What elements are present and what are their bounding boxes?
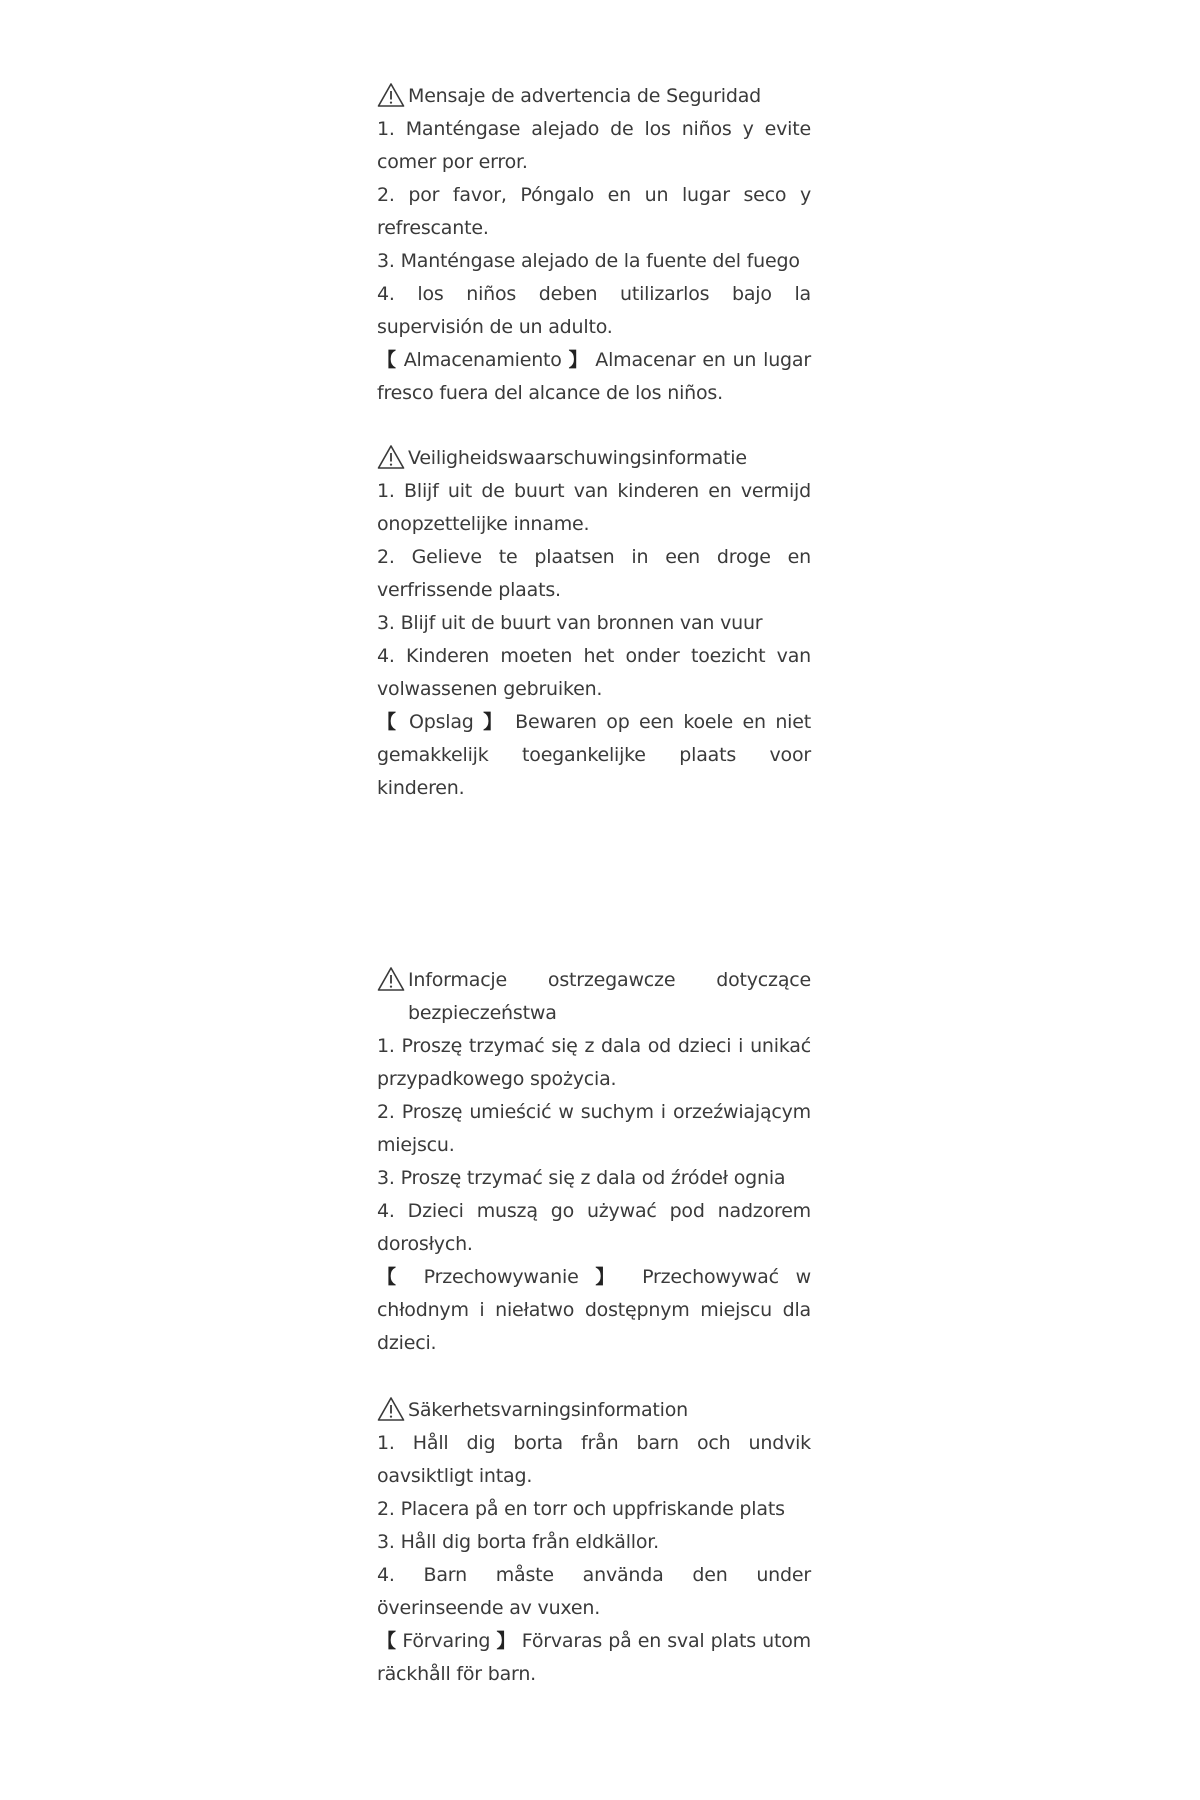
- storage-instruction: [377, 706, 811, 805]
- storage-bracket-open: 【: [377, 1630, 397, 1652]
- warning-item-3: 3. Manténgase alejado de la fuente del fuego: [377, 250, 800, 272]
- warning-item-2: 2. Gelieve te plaatsen in een droge en verfrissende plaats.: [377, 546, 811, 601]
- warning-item-2: 2. Proszę umieścić w suchym i orzeźwiającym miejscu.: [377, 1101, 811, 1156]
- storage-bracket-close: 】: [483, 711, 506, 733]
- storage-instruction: [377, 1625, 811, 1691]
- section-title: Säkerhetsvarningsinformation: [408, 1399, 689, 1421]
- warning-item-3: 3. Proszę trzymać się z dala od źródeł ognia: [377, 1167, 786, 1189]
- warning-triangle-icon: [377, 966, 405, 992]
- warning-triangle-icon: [377, 444, 405, 470]
- storage-bracket-close: 】: [568, 349, 589, 371]
- storage-bracket-close: 】: [595, 1266, 626, 1288]
- section-polish: [377, 964, 811, 1360]
- storage-bracket-open: 【: [377, 349, 397, 371]
- section-dutch: [377, 442, 811, 805]
- storage-label: Przechowywanie: [423, 1266, 579, 1288]
- section-heading: [377, 80, 811, 113]
- section-swedish: [377, 1394, 811, 1691]
- section-heading: [377, 964, 811, 1030]
- warning-item-1: 1. Proszę trzymać się z dala od dzieci i unikać przypadkowego spożycia.: [377, 1035, 811, 1090]
- warning-item-2: 2. Placera på en torr och uppfriskande plats: [377, 1498, 785, 1520]
- warning-item-4: 4. los niños deben utilizarlos bajo la supervisión de un adulto.: [377, 283, 811, 338]
- warning-item-4: 4. Dzieci muszą go używać pod nadzorem dorosłych.: [377, 1200, 811, 1255]
- section-title: Mensaje de advertencia de Seguridad: [408, 85, 761, 107]
- warning-item-2: 2. por favor, Póngalo en un lugar seco y refrescante.: [377, 184, 811, 239]
- warning-triangle-icon: [377, 1396, 405, 1422]
- warning-item-1: 1. Manténgase alejado de los niños y evite comer por error.: [377, 118, 811, 173]
- storage-bracket-open: 【: [377, 1266, 407, 1288]
- warning-item-3: 3. Blijf uit de buurt van bronnen van vuur: [377, 612, 763, 634]
- warning-item-3: 3. Håll dig borta från eldkällor.: [377, 1531, 660, 1553]
- section-heading: [377, 442, 811, 475]
- storage-label: Almacenamiento: [403, 349, 562, 371]
- warning-item-4: 4. Barn måste använda den under överinseende av vuxen.: [377, 1564, 811, 1619]
- storage-text: Almacenar en un lugar fresco fuera del alcance de los niños.: [377, 349, 811, 404]
- storage-bracket-open: 【: [377, 711, 400, 733]
- storage-instruction: [377, 1261, 811, 1360]
- storage-bracket-close: 】: [496, 1630, 516, 1652]
- storage-label: Förvaring: [402, 1630, 491, 1652]
- warning-item-4: 4. Kinderen moeten het onder toezicht van volwassenen gebruiken.: [377, 645, 811, 700]
- storage-text: Bewaren op een koele en niet gemakkelijk toegankelijke plaats voor kinderen.: [377, 711, 811, 799]
- warning-triangle-icon: [377, 82, 405, 108]
- section-heading: [377, 1394, 811, 1427]
- warning-item-1: 1. Håll dig borta från barn och undvik oavsiktligt intag.: [377, 1432, 811, 1487]
- storage-text: Przechowywać w chłodnym i niełatwo dostępnym miejscu dla dzieci.: [377, 1266, 812, 1354]
- section-title: Veiligheidswaarschuwingsinformatie: [408, 447, 747, 469]
- warning-item-1: 1. Blijf uit de buurt van kinderen en vermijd onopzettelijke inname.: [377, 480, 811, 535]
- storage-text: Förvaras på en sval plats utom räckhåll för barn.: [377, 1630, 811, 1685]
- section-title: Informacje ostrzegawcze dotyczące bezpieczeństwa: [408, 969, 811, 1024]
- storage-instruction: [377, 344, 811, 410]
- section-spanish: [377, 80, 811, 410]
- storage-label: Opslag: [408, 711, 474, 733]
